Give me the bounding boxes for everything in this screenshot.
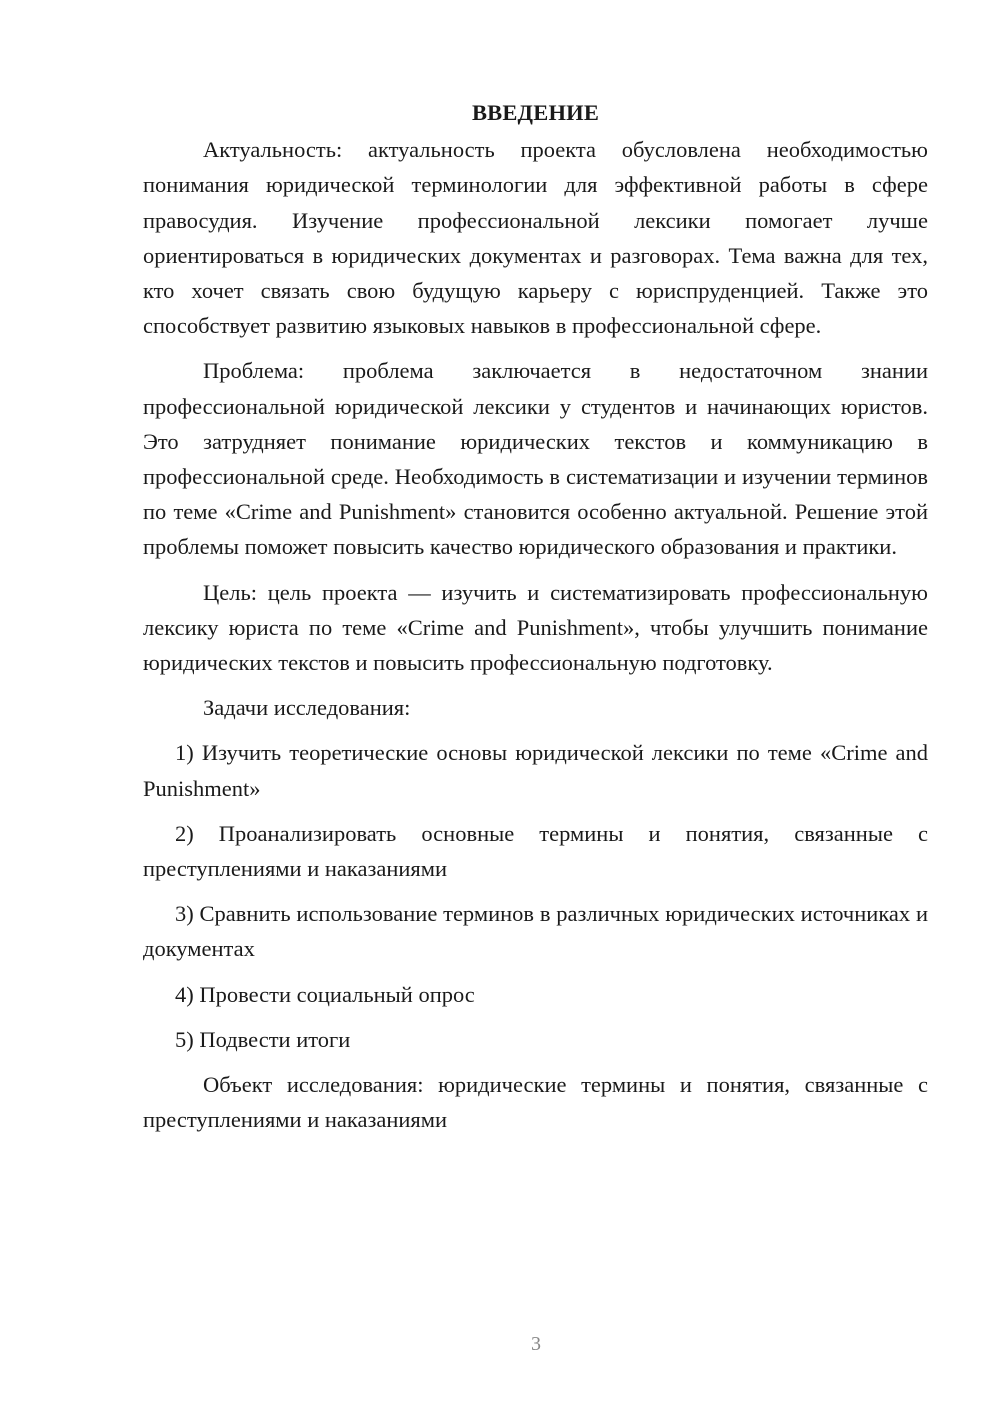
task-item-1: 1) Изучить теоретические основы юридической лексики по теме «Crime and Punishment» (143, 740, 928, 801)
task-item-3: 3) Сравнить использование терминов в различных юридических источниках и документах (143, 901, 928, 962)
page-content (143, 95, 928, 1147)
page-number: 3 (531, 1333, 541, 1355)
task-item-4: 4) Провести социальный опрос (175, 981, 475, 1007)
task-item-2: 2) Проанализировать основные термины и понятия, связанные с преступлениями и наказаниями (143, 820, 928, 882)
task-item-5: 5) Подвести итоги (175, 1026, 351, 1052)
problem-paragraph: Проблема: проблема заключается в недостаточном знании профессиональной юридической лексики у студентов и начинающих юристов. Это затрудняет понимание юридических текстов и коммуникацию в профессиональной среде. Необходимость в систематизации и изучении терминов по теме «Crime and Punishment» становится особенно актуальной. Решение этой проблемы поможет повысить качество юридического образования и практики. (143, 358, 928, 560)
relevance-paragraph: Актуальность: актуальность проекта обусловлена необходимостью понимания юридической терминологии для эффективной работы в сфере правосудия. Изучение профессиональной лексики помогает лучше ориентироваться в юридических документах и разговорах. Тема важна для тех, кто хочет связать свою будущую карьеру с юриспруденцией. Также это способствует развитию языковых навыков в профессиональной сфере. (143, 137, 928, 339)
goal-paragraph: Цель: цель проекта — изучить и систематизировать профессиональную лексику юриста по теме «Crime and Punishment», чтобы улучшить понимание юридических текстов и повысить профессиональную подготовку. (143, 579, 928, 676)
object-paragraph: Объект исследования: юридические термины и понятия, связанные с преступлениями и наказаниями (143, 1072, 928, 1133)
section-title: ВВЕДЕНИЕ (471, 100, 600, 125)
tasks-heading: Задачи исследования: (203, 695, 411, 721)
